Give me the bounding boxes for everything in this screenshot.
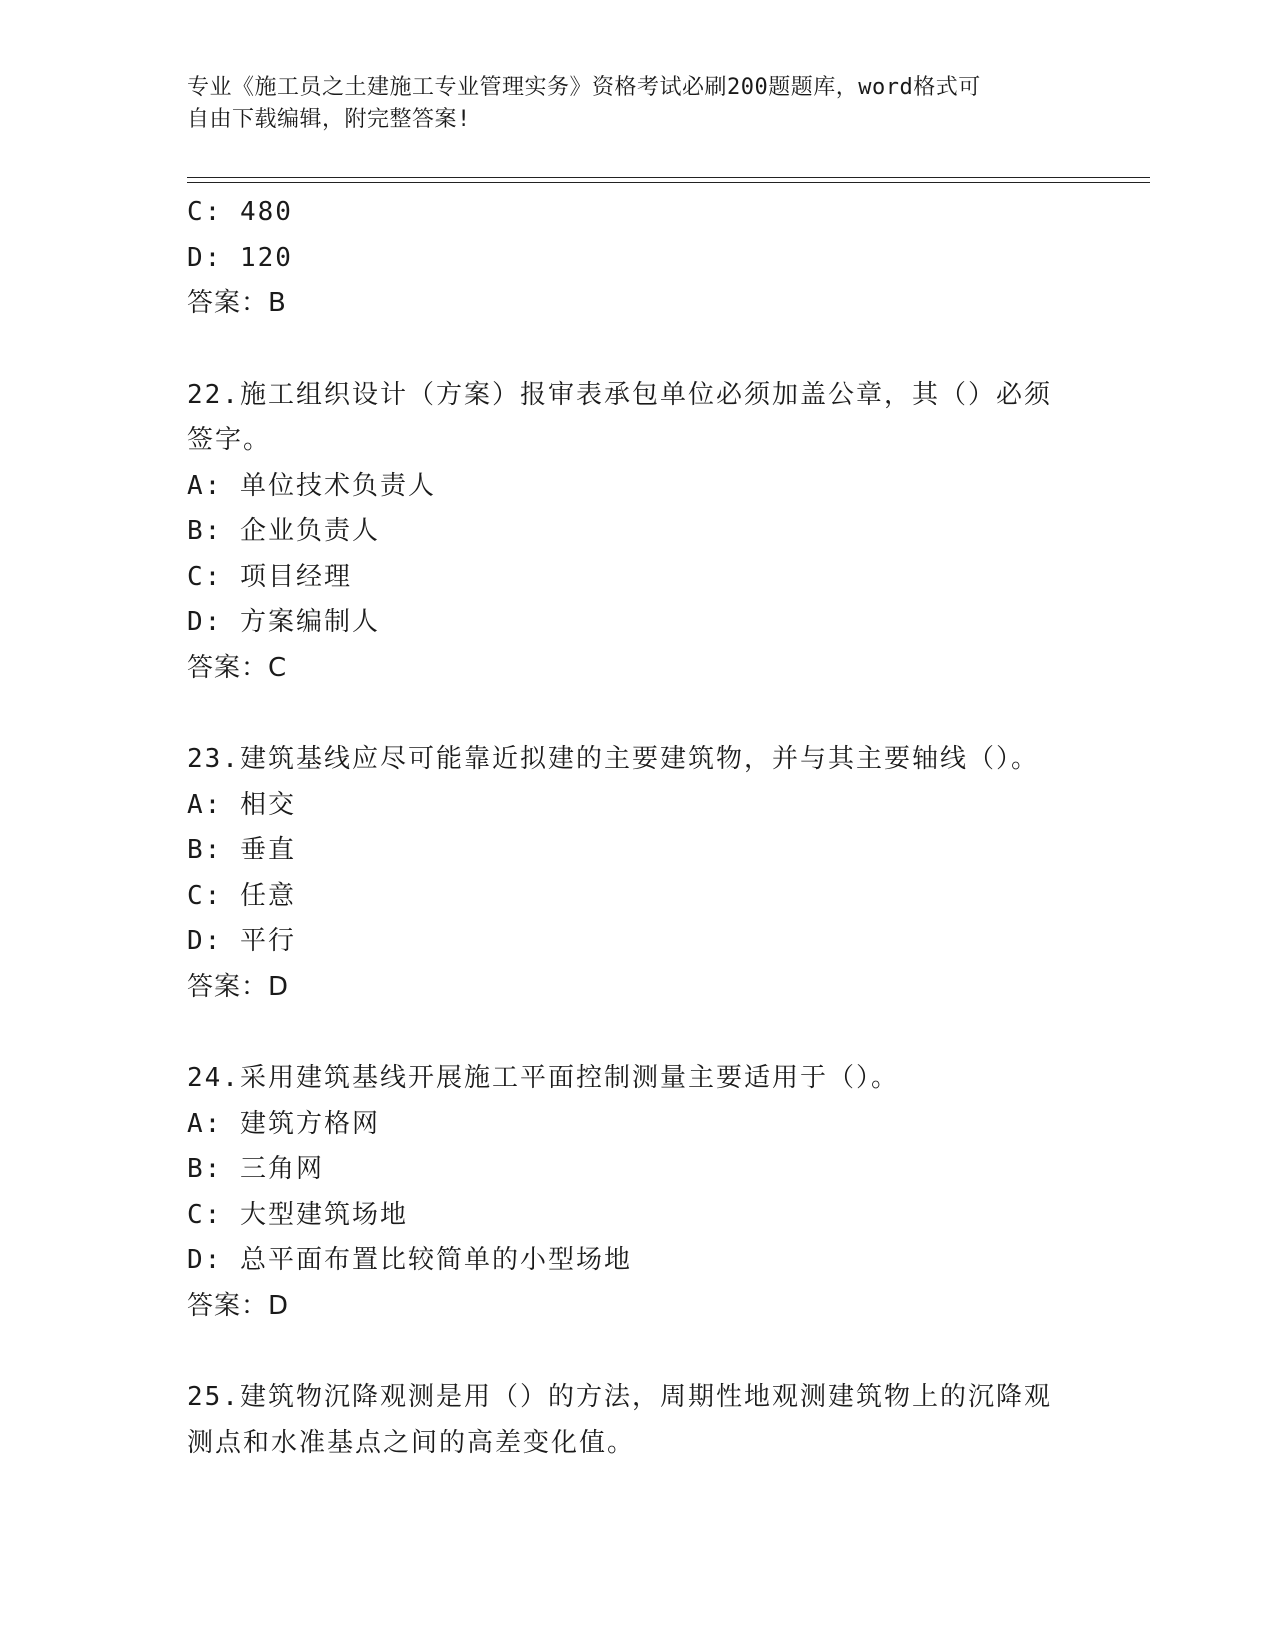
question-list: [187, 190, 1087, 1466]
answer-line: 答案：B: [187, 288, 287, 318]
option-a: A: 相交: [187, 789, 296, 820]
question-text-cont: 测点和水准基点之间的高差变化值。: [187, 1427, 636, 1458]
question-text-cont: 签字。: [187, 425, 272, 455]
spacer: [187, 327, 1087, 373]
header-line-1: 专业《施工员之土建施工专业管理实务》资格考试必刷200题题库，word格式可: [187, 75, 981, 100]
header-divider-top: [187, 177, 1150, 178]
option-c: C: 大型建筑场地: [187, 1199, 408, 1230]
option-d: D: 平行: [187, 926, 296, 956]
header-divider-bottom: [187, 182, 1150, 183]
option-c: C: 项目经理: [187, 561, 352, 592]
spacer: [187, 1329, 1087, 1375]
question-text: 24.采用建筑基线开展施工平面控制测量主要适用于（）。: [187, 1063, 899, 1093]
question-text: 22.施工组织设计（方案）报审表承包单位必须加盖公章，其（）必须: [187, 379, 1052, 410]
option-c: C: 480: [187, 197, 293, 227]
question-text: 25.建筑物沉降观测是用（）的方法，周期性地观测建筑物上的沉降观: [187, 1382, 1052, 1412]
header-line-2: 自由下载编辑，附完整答案!: [187, 107, 471, 132]
question-22: [187, 373, 1087, 692]
option-a: A: 单位技术负责人: [187, 470, 436, 501]
option-a: A: 建筑方格网: [187, 1108, 380, 1139]
option-b: B: 垂直: [187, 835, 296, 865]
answer-line: 答案：C: [187, 652, 288, 683]
question-text: 23.建筑基线应尽可能靠近拟建的主要建筑物，并与其主要轴线（）。: [187, 744, 1039, 774]
question-21-tail: [187, 190, 1087, 327]
question-25: [187, 1375, 1087, 1466]
option-d: D: 120: [187, 242, 293, 273]
document-header: [187, 72, 1087, 136]
spacer: [187, 1010, 1087, 1056]
answer-line: 答案：D: [187, 971, 290, 1002]
question-24: [187, 1056, 1087, 1329]
question-23: [187, 737, 1087, 1010]
answer-line: 答案：D: [187, 1290, 290, 1321]
spacer: [187, 691, 1087, 737]
option-c: C: 任意: [187, 880, 296, 911]
option-b: B: 企业负责人: [187, 516, 380, 546]
option-d: D: 总平面布置比较简单的小型场地: [187, 1245, 632, 1275]
option-b: B: 三角网: [187, 1154, 324, 1184]
option-d: D: 方案编制人: [187, 607, 380, 637]
